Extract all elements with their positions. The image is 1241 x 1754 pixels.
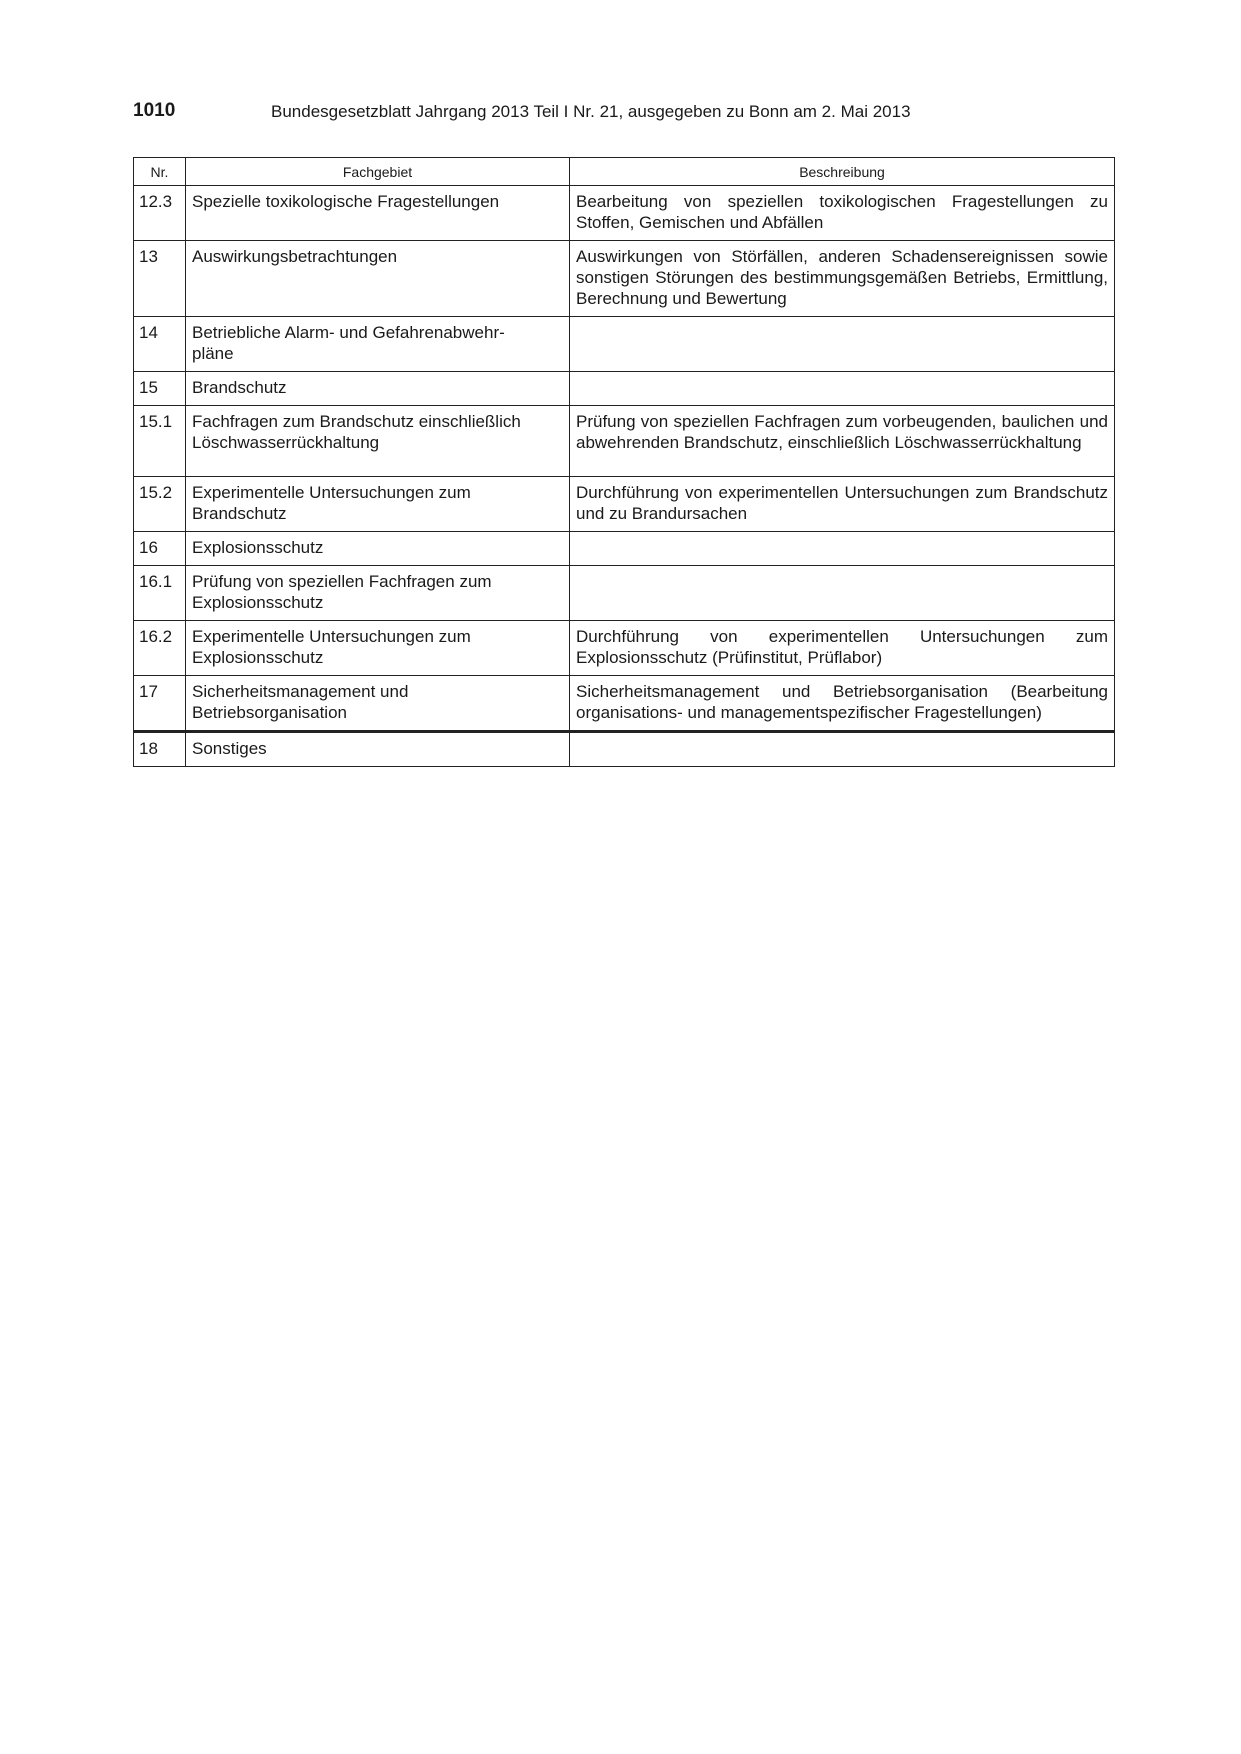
row-fachgebiet: Experimentelle Untersuchungen zum Explosionsschutz [186,621,570,676]
table-row [134,676,1115,732]
table-row [134,732,1115,767]
gazette-title: Bundesgesetzblatt Jahrgang 2013 Teil I Nr. 21, ausgegeben zu Bonn am 2. Mai 2013 [271,102,911,121]
table-row [134,477,1115,532]
row-nr: 16.2 [134,621,186,676]
table-header-row [134,158,1115,186]
row-fachgebiet: Sonstiges [186,732,570,767]
fachgebiete-table [133,157,1115,767]
row-beschreibung: Bearbeitung von speziellen toxikologischen Fragestellungen zu Stoffen, Gemischen und Abfällen [570,186,1115,241]
row-beschreibung [570,372,1115,406]
row-nr: 14 [134,317,186,372]
row-fachgebiet: Auswirkungsbetrachtungen [186,241,570,317]
row-beschreibung: Sicherheitsmanagement und Betriebsorganisation (Bearbeitung organisations- und managementspezifischer Fragestellungen) [570,676,1115,732]
row-fachgebiet: Spezielle toxikologische Fragestellungen [186,186,570,241]
row-beschreibung: Durchführung von experimentellen Untersuchungen zum Explosionsschutz (Prüfinstitut, Prüflabor) [570,621,1115,676]
table-row [134,621,1115,676]
row-nr: 15 [134,372,186,406]
column-header-nr: Nr. [134,158,186,186]
row-beschreibung [570,532,1115,566]
table-row [134,372,1115,406]
column-header-beschreibung: Beschreibung [570,158,1115,186]
row-beschreibung [570,566,1115,621]
table-row [134,186,1115,241]
row-fachgebiet: Betriebliche Alarm- und Gefahrenabwehr- pläne [186,317,570,372]
page-number: 1010 [133,100,176,121]
row-nr: 12.3 [134,186,186,241]
row-beschreibung: Prüfung von speziellen Fachfragen zum vorbeugenden, baulichen und abwehrenden Brandschutz, einschließlich Löschwasserrückhaltung [570,406,1115,477]
row-nr: 16.1 [134,566,186,621]
table-row [134,532,1115,566]
row-beschreibung: Durchführung von experimentellen Untersuchungen zum Brandschutz und zu Brandursachen [570,477,1115,532]
row-nr: 16 [134,532,186,566]
row-fachgebiet: Brandschutz [186,372,570,406]
page-header [133,100,1113,126]
row-beschreibung [570,317,1115,372]
table-row [134,566,1115,621]
row-fachgebiet: Experimentelle Untersuchungen zum Brandschutz [186,477,570,532]
row-fachgebiet: Explosionsschutz [186,532,570,566]
table-row [134,317,1115,372]
row-beschreibung: Auswirkungen von Störfällen, anderen Schadensereignissen sowie sonstigen Störungen des bestimmungsgemäßen Betriebs, Ermittlung, Berechnung und Bewertung [570,241,1115,317]
row-nr: 18 [134,732,186,767]
table-row [134,406,1115,477]
row-fachgebiet: Sicherheitsmanagement und Betriebsorganisation [186,676,570,732]
row-nr: 13 [134,241,186,317]
table-row [134,241,1115,317]
column-header-fachgebiet: Fachgebiet [186,158,570,186]
row-fachgebiet: Fachfragen zum Brandschutz einschließlich Löschwasserrückhaltung [186,406,570,477]
row-fachgebiet: Prüfung von speziellen Fachfragen zum Explosionsschutz [186,566,570,621]
row-nr: 15.1 [134,406,186,477]
row-nr: 15.2 [134,477,186,532]
row-nr: 17 [134,676,186,732]
row-beschreibung [570,732,1115,767]
